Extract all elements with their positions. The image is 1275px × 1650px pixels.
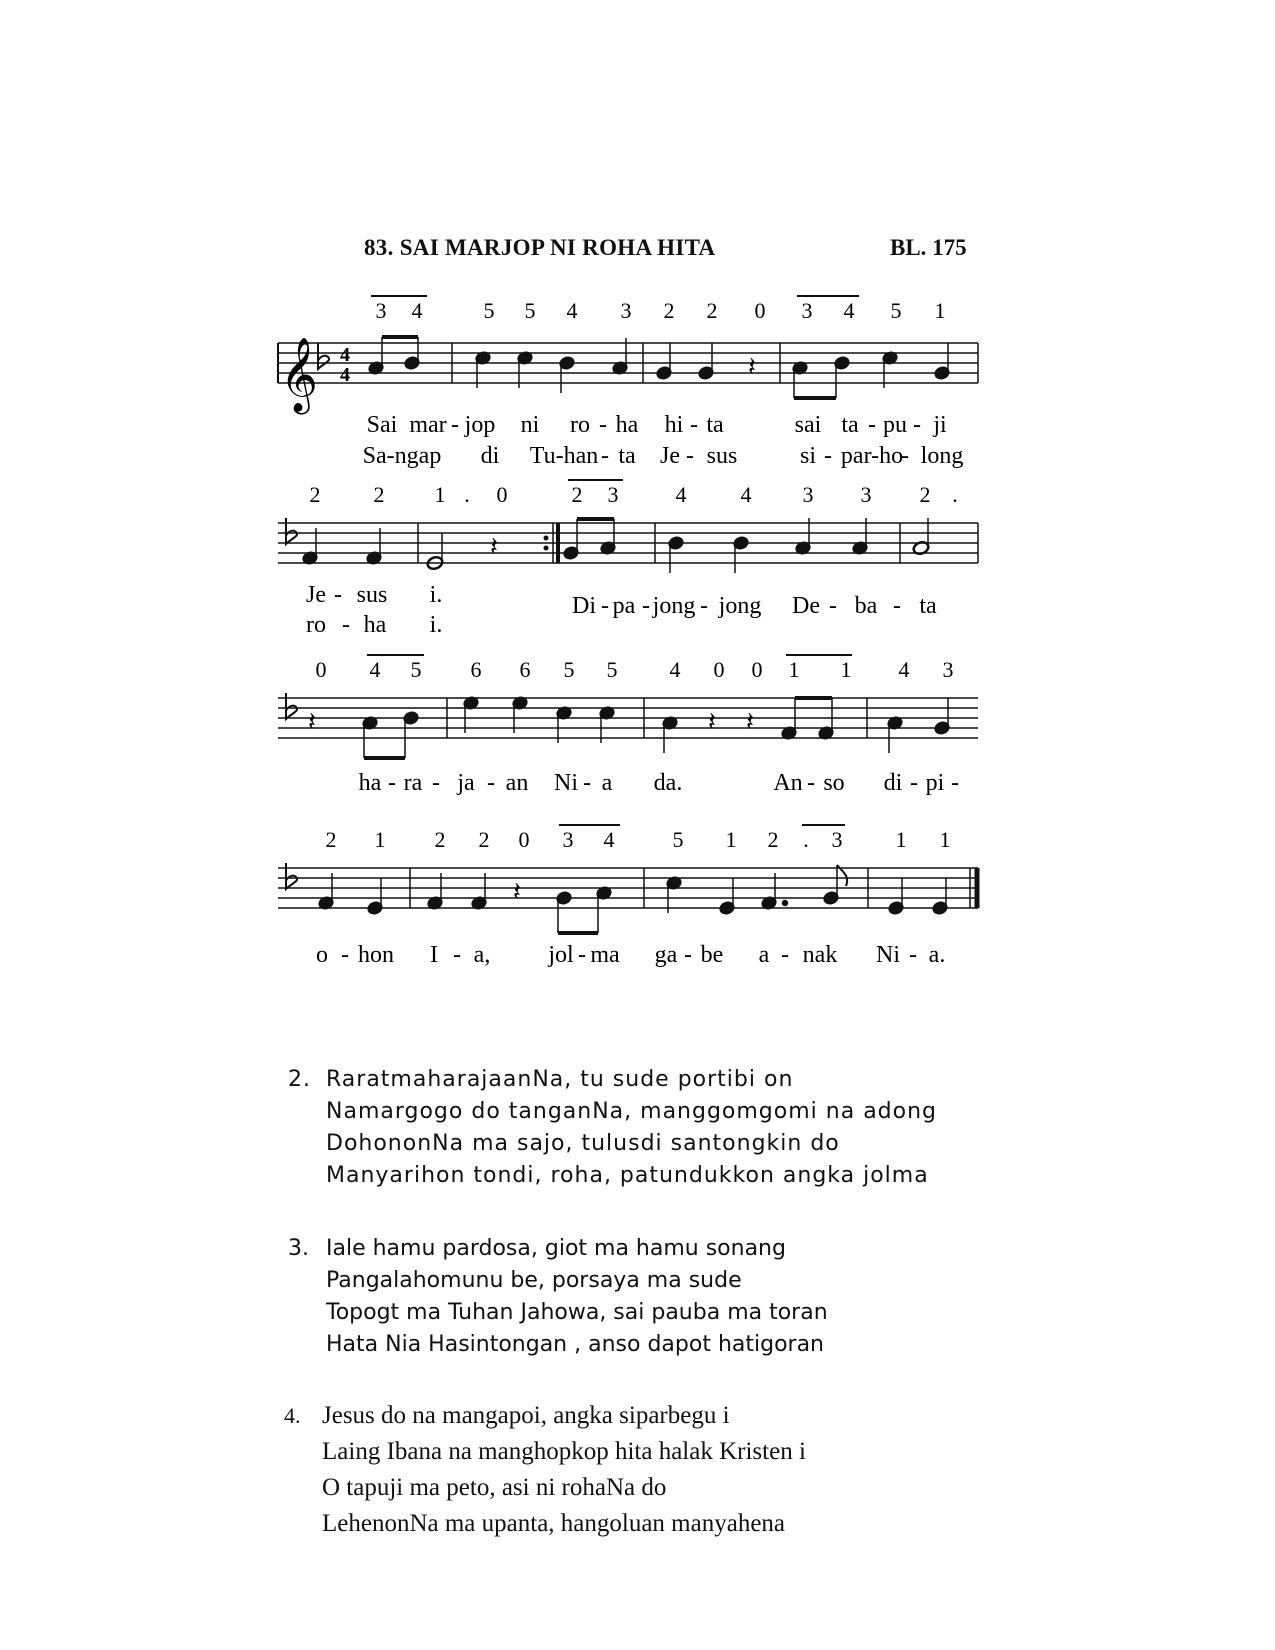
lyric-syllable: mar: [409, 412, 447, 438]
cipher-note: 4: [740, 482, 752, 507]
lyric-syllable: ro: [570, 412, 590, 438]
lyric-syllable: -: [910, 770, 918, 796]
cipher-note: 1: [434, 482, 446, 507]
verse-line: Manyarihon tondi, roha, patundukkon angka jolma: [326, 1163, 929, 1188]
lyric-syllable: ni: [520, 412, 540, 438]
cipher-note: 3: [607, 482, 619, 507]
cipher-row-2: [310, 482, 958, 507]
verse-3: [288, 1233, 828, 1361]
lyric-syllable: -: [909, 942, 917, 968]
cipher-note: 4: [669, 657, 681, 682]
lyric-syllable: -: [901, 443, 909, 469]
lyric-syllable: di: [480, 443, 500, 469]
cipher-note: 1: [374, 827, 386, 852]
verse-line: Pangalahomunu be, porsaya ma sude: [326, 1268, 742, 1293]
lyric-syllable: -: [868, 412, 876, 438]
lyric-syllable: -: [432, 770, 440, 796]
lyric-syllable: di: [883, 770, 903, 796]
verse-line: RaratmaharajaanNa, tu sude portibi on: [326, 1067, 794, 1092]
lyric-syllable: ha: [358, 770, 382, 796]
cipher-note: 4: [566, 298, 578, 323]
lyric-syllable: hon: [358, 942, 394, 968]
lyric-syllable: ra: [403, 770, 423, 796]
lyrics-row-2-verse-2: [306, 612, 442, 638]
quarter-rest-icon: 𝄽: [708, 707, 716, 737]
verse-line: Hata Nia Hasintongan , anso dapot hatigoran: [326, 1332, 824, 1357]
lyric-syllable: -: [893, 593, 901, 619]
cipher-note: 4: [898, 657, 910, 682]
lyric-syllable: Sa-ngap: [362, 443, 442, 469]
lyric-syllable: -: [951, 770, 959, 796]
lyric-syllable: Tu-han: [529, 443, 599, 469]
lyric-syllable: ha: [615, 412, 639, 438]
lyric-syllable: -: [487, 770, 495, 796]
lyric-syllable: jol: [548, 942, 574, 968]
lyric-syllable: o: [316, 942, 328, 968]
cipher-note: 5: [890, 298, 902, 323]
cipher-note: .: [803, 827, 809, 852]
staff-row-3: [278, 655, 978, 796]
cipher-note: 5: [563, 657, 575, 682]
lyric-syllable: par-ho: [840, 443, 904, 469]
lyric-syllable: ta: [706, 412, 724, 438]
lyric-syllable: jop: [464, 412, 496, 438]
lyric-syllable: Di: [572, 593, 596, 619]
verse-number: 3.: [288, 1236, 309, 1261]
lyric-syllable: -: [451, 412, 459, 438]
lyric-syllable: a: [601, 770, 613, 796]
quarter-rest-icon: 𝄽: [308, 707, 316, 737]
lyric-syllable: ta: [919, 593, 937, 619]
cipher-note: 1: [939, 827, 951, 852]
lyric-syllable: -: [599, 412, 607, 438]
lyric-syllable: -: [781, 942, 789, 968]
verse-line: Jesus do na mangapoi, angka siparbegu i: [322, 1402, 730, 1429]
lyric-syllable: jong: [652, 593, 696, 619]
cipher-note: 0: [518, 827, 530, 852]
lyric-syllable: I: [430, 942, 438, 968]
cipher-note: 5: [410, 657, 422, 682]
cipher-note: 2: [571, 482, 583, 507]
cipher-note: 1: [934, 298, 946, 323]
lyric-syllable: pa: [612, 593, 636, 619]
lyric-syllable: -: [388, 770, 396, 796]
lyric-syllable: Je: [306, 582, 326, 608]
lyric-syllable: a,: [473, 942, 491, 968]
cipher-note: 0: [751, 657, 763, 682]
svg-text:4: 4: [340, 344, 350, 366]
verse-4: [284, 1398, 806, 1542]
cipher-note: 2: [478, 827, 490, 852]
lyric-syllable: da.: [653, 770, 683, 796]
cipher-note: 3: [801, 298, 813, 323]
lyric-syllable: hi: [664, 412, 684, 438]
cipher-note: 3: [860, 482, 872, 507]
lyric-syllable: -: [686, 443, 694, 469]
staff-row-2: [278, 480, 978, 638]
cipher-note: 0: [713, 657, 725, 682]
cipher-note: 3: [562, 827, 574, 852]
verse-line: Namargogo do tanganNa, manggomgomi na adong: [326, 1099, 938, 1124]
lyric-syllable: an: [505, 770, 529, 796]
lyric-syllable: a: [758, 942, 770, 968]
cipher-note: 0: [496, 482, 508, 507]
lyric-syllable: ta: [841, 412, 859, 438]
lyrics-row-2-verse-1: [306, 582, 937, 619]
verse-line: Laing Ibana na manghopkop hita halak Kristen i: [322, 1438, 806, 1465]
lyric-syllable: jong: [718, 593, 762, 619]
lyric-syllable: -: [453, 942, 461, 968]
cipher-note: 2: [767, 827, 779, 852]
cipher-note: 6: [470, 657, 482, 682]
cipher-row-4: [326, 827, 951, 852]
lyric-syllable: -: [807, 770, 815, 796]
cipher-note: .: [952, 482, 958, 507]
book-reference: BL. 175: [890, 235, 967, 260]
cipher-note: 5: [672, 827, 684, 852]
cipher-note: 2: [309, 482, 321, 507]
quarter-rest-icon: 𝄽: [490, 532, 498, 562]
lyric-syllable: -: [601, 443, 609, 469]
lyric-syllable: ta: [618, 443, 636, 469]
quarter-rest-icon: 𝄽: [513, 877, 521, 907]
lyric-syllable: pi: [925, 770, 945, 796]
lyrics-row-4-verse-1: [316, 942, 945, 968]
cipher-note: 0: [754, 298, 766, 323]
treble-clef-icon: 𝄞: [280, 338, 318, 412]
cipher-row-1: [376, 298, 946, 323]
lyric-syllable: An: [773, 770, 803, 796]
cipher-note: 2: [919, 482, 931, 507]
cipher-note: 3: [831, 827, 843, 852]
lyric-syllable: ro: [306, 612, 326, 638]
cipher-row-3: [316, 657, 954, 682]
lyric-syllable: i.: [429, 582, 443, 608]
cipher-note: 2: [663, 298, 675, 323]
cipher-note: 2: [706, 298, 718, 323]
lyric-syllable: -: [824, 443, 832, 469]
lyric-syllable: a.: [928, 942, 946, 968]
lyric-syllable: -: [690, 412, 698, 438]
lyric-syllable: ji: [933, 412, 947, 438]
cipher-note: 4: [369, 657, 381, 682]
lyric-syllable: -: [642, 593, 650, 619]
cipher-note: 4: [843, 298, 855, 323]
lyric-syllable: ja: [457, 770, 475, 796]
lyric-syllable: pu: [883, 412, 907, 438]
lyric-syllable: ba: [854, 593, 878, 619]
lyrics-row-1-verse-1: [367, 412, 947, 438]
verse-line: Topogt ma Tuhan Jahowa, sai pauba ma toran: [326, 1300, 828, 1325]
verse-line: O tapuji ma peto, asi ni rohaNa do: [322, 1474, 667, 1501]
lyric-syllable: -: [684, 942, 692, 968]
cipher-note: 1: [895, 827, 907, 852]
lyric-syllable: -: [700, 593, 708, 619]
lyric-syllable: -: [334, 582, 342, 608]
cipher-note: 4: [675, 482, 687, 507]
lyric-syllable: De: [792, 593, 820, 619]
cipher-note: 5: [606, 657, 618, 682]
lyric-syllable: Ni: [876, 942, 900, 968]
cipher-note: 4: [411, 298, 423, 323]
lyrics-row-1-verse-2: [363, 443, 964, 469]
lyric-syllable: sai: [794, 412, 822, 438]
cipher-note: 5: [524, 298, 536, 323]
cipher-note: 1: [788, 657, 800, 682]
lyric-syllable: -: [913, 412, 921, 438]
lyric-syllable: so: [823, 770, 845, 796]
cipher-note: 1: [725, 827, 737, 852]
cipher-note: 2: [434, 827, 446, 852]
lyric-syllable: ma: [590, 942, 620, 968]
lyric-syllable: long: [920, 443, 964, 469]
cipher-note: 3: [942, 657, 954, 682]
verse-line: DohononNa ma sajo, tulusdi santongkin do: [326, 1131, 840, 1156]
cipher-note: 3: [620, 298, 632, 323]
lyric-syllable: ha: [363, 612, 387, 638]
lyric-syllable: Je: [660, 443, 680, 469]
lyric-syllable: nak: [802, 942, 838, 968]
verse-number: 4.: [284, 1403, 301, 1428]
lyric-syllable: -: [578, 942, 586, 968]
cipher-note: 2: [325, 827, 337, 852]
cipher-note: 4: [603, 827, 615, 852]
lyric-syllable: Ni: [554, 770, 578, 796]
hymn-title: 83. SAI MARJOP NI ROHA HITA: [364, 235, 716, 260]
lyric-syllable: si: [799, 443, 817, 469]
cipher-note: 3: [802, 482, 814, 507]
lyric-syllable: ga: [654, 942, 678, 968]
staff-row-4: [278, 825, 978, 968]
cipher-note: 2: [373, 482, 385, 507]
cipher-note: 6: [519, 657, 531, 682]
lyric-syllable: sus: [356, 582, 388, 608]
verse-line: LehenonNa ma upanta, hangoluan manyahena: [322, 1510, 786, 1537]
lyric-syllable: Sai: [366, 412, 398, 438]
lyric-syllable: -: [829, 593, 837, 619]
cipher-note: 5: [483, 298, 495, 323]
cipher-note: 1: [840, 657, 852, 682]
cipher-note: 3: [375, 298, 387, 323]
svg-text:4: 4: [340, 364, 350, 386]
verse-2: [288, 1064, 938, 1192]
lyrics-row-3-verse-1: [359, 770, 959, 796]
cipher-note: .: [464, 482, 470, 507]
lyric-syllable: -: [342, 612, 350, 638]
lyric-syllable: -: [601, 593, 609, 619]
lyric-syllable: i.: [429, 612, 443, 638]
cipher-note: 0: [315, 657, 327, 682]
lyric-syllable: -: [583, 770, 591, 796]
lyric-syllable: sus: [706, 443, 738, 469]
quarter-rest-icon: 𝄽: [748, 352, 756, 382]
verse-line: Iale hamu pardosa, giot ma hamu sonang: [326, 1236, 786, 1261]
lyric-syllable: -: [341, 942, 349, 968]
staff-row-1: [278, 296, 978, 469]
verse-number: 2.: [288, 1067, 311, 1092]
lyric-syllable: be: [700, 942, 724, 968]
quarter-rest-icon: 𝄽: [746, 707, 754, 737]
